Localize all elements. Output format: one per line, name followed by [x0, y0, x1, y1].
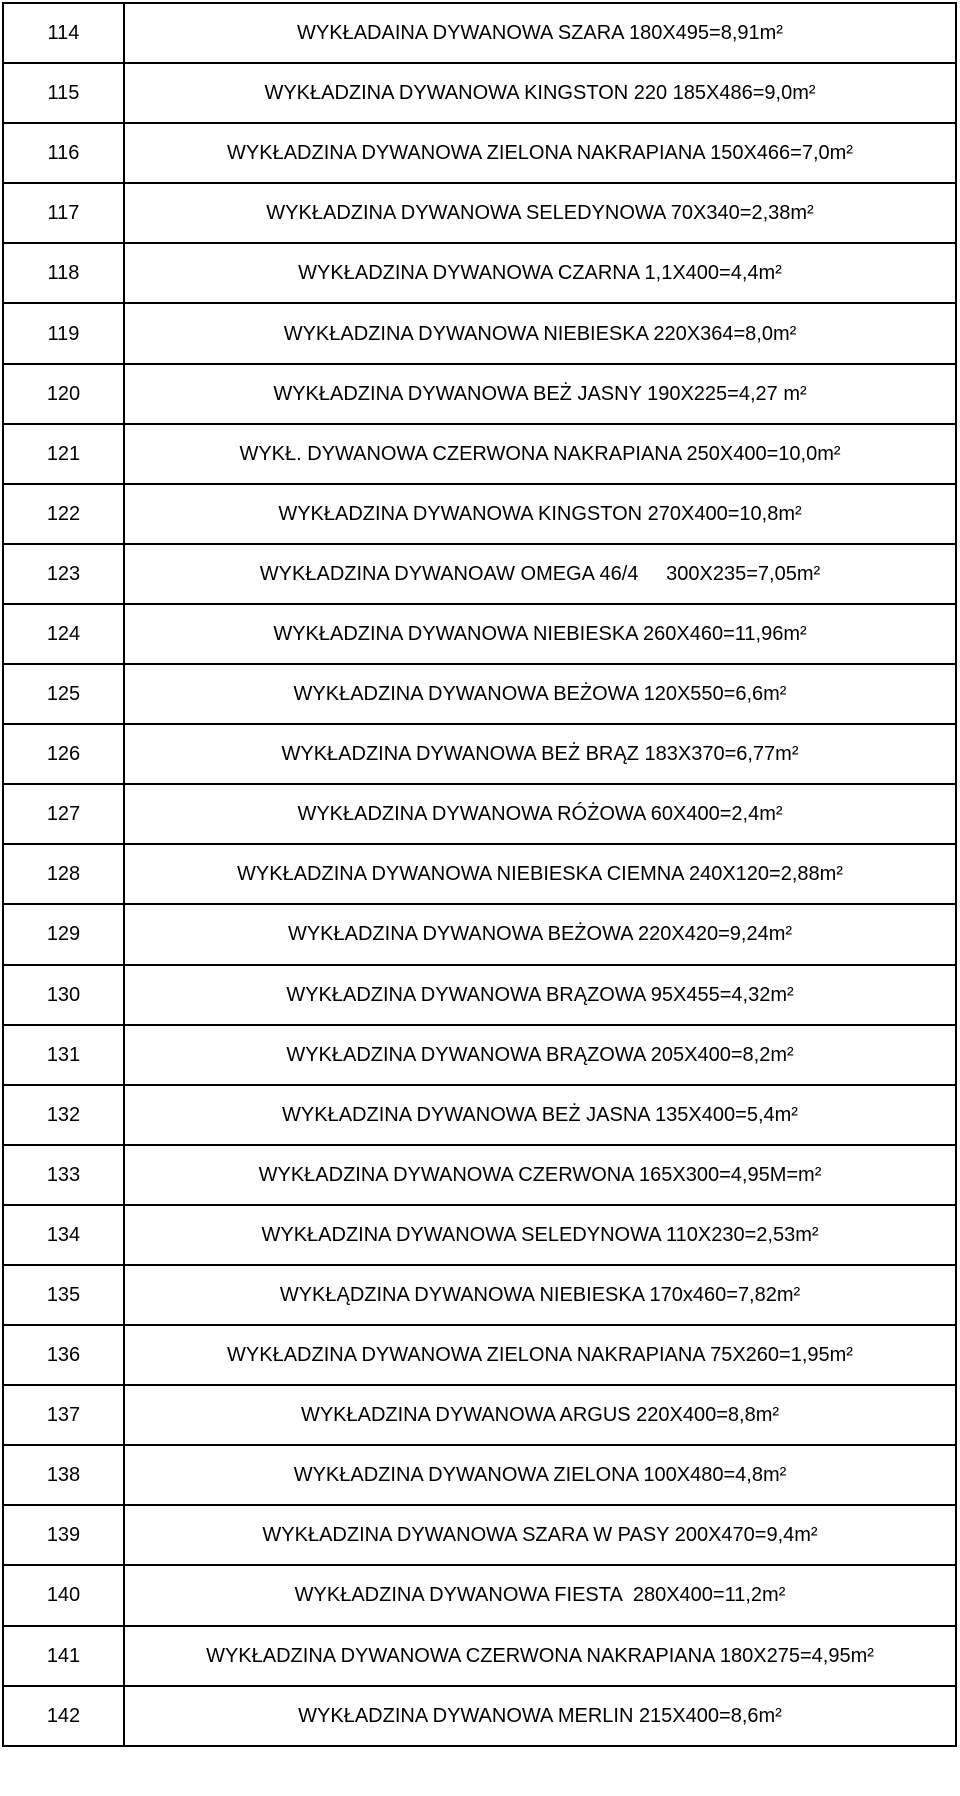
table-row	[3, 1085, 956, 1145]
item-number-cell: 129	[3, 904, 124, 964]
item-number-cell: 132	[3, 1085, 124, 1145]
table-row	[3, 844, 956, 904]
item-number-cell: 126	[3, 724, 124, 784]
item-number-cell: 141	[3, 1626, 124, 1686]
table-row	[3, 1325, 956, 1385]
item-description-cell: WYKŁADZINA DYWANOWA NIEBIESKA CIEMNA 240X120=2,88m²	[124, 844, 956, 904]
item-number-cell: 123	[3, 544, 124, 604]
item-number-cell: 128	[3, 844, 124, 904]
item-description-cell: WYKŁADZINA DYWANOWA RÓŻOWA 60X400=2,4m²	[124, 784, 956, 844]
table-row	[3, 604, 956, 664]
item-number-cell: 124	[3, 604, 124, 664]
item-number-cell: 133	[3, 1145, 124, 1205]
table-row	[3, 1145, 956, 1205]
item-number-cell: 114	[3, 3, 124, 63]
item-description-cell: WYKŁADZINA DYWANOWA ZIELONA NAKRAPIANA 150X466=7,0m²	[124, 123, 956, 183]
table-row	[3, 1205, 956, 1265]
item-description-cell: WYKŁADZINA DYWANOWA CZERWONA 165X300=4,95M=m²	[124, 1145, 956, 1205]
item-description-cell: WYKŁĄDZINA DYWANOWA NIEBIESKA 170x460=7,82m²	[124, 1265, 956, 1325]
item-number-cell: 122	[3, 484, 124, 544]
table-row	[3, 1265, 956, 1325]
inventory-table	[2, 2, 957, 1747]
table-row	[3, 784, 956, 844]
table-row	[3, 1686, 956, 1746]
item-number-cell: 134	[3, 1205, 124, 1265]
item-description-cell: WYKŁADAINA DYWANOWA SZARA 180X495=8,91m²	[124, 3, 956, 63]
table-row	[3, 123, 956, 183]
item-description-cell: WYKŁADZINA DYWANOWA ARGUS 220X400=8,8m²	[124, 1385, 956, 1445]
table-row	[3, 3, 956, 63]
item-number-cell: 139	[3, 1505, 124, 1565]
item-number-cell: 135	[3, 1265, 124, 1325]
item-number-cell: 115	[3, 63, 124, 123]
table-row	[3, 243, 956, 303]
item-number-cell: 121	[3, 424, 124, 484]
table-row	[3, 1445, 956, 1505]
table-row	[3, 1626, 956, 1686]
item-number-cell: 120	[3, 364, 124, 424]
table-row	[3, 1505, 956, 1565]
item-description-cell: WYKŁADZINA DYWANOWA ZIELONA 100X480=4,8m²	[124, 1445, 956, 1505]
table-row	[3, 63, 956, 123]
item-description-cell: WYKŁADZINA DYWANOWA CZARNA 1,1X400=4,4m²	[124, 243, 956, 303]
item-description-cell: WYKŁADZINA DYWANOWA FIESTA 280X400=11,2m²	[124, 1565, 956, 1625]
item-description-cell: WYKŁADZINA DYWANOWA CZERWONA NAKRAPIANA 180X275=4,95m²	[124, 1626, 956, 1686]
table-row	[3, 544, 956, 604]
item-description-cell: WYKŁADZINA DYWANOWA BRĄZOWA 95X455=4,32m²	[124, 965, 956, 1025]
item-number-cell: 125	[3, 664, 124, 724]
table-row	[3, 965, 956, 1025]
item-number-cell: 137	[3, 1385, 124, 1445]
table-row	[3, 484, 956, 544]
item-description-cell: WYKŁADZINA DYWANOWA BEŻOWA 220X420=9,24m²	[124, 904, 956, 964]
item-number-cell: 118	[3, 243, 124, 303]
item-description-cell: WYKŁADZINA DYWANOWA KINGSTON 270X400=10,8m²	[124, 484, 956, 544]
table-row	[3, 1025, 956, 1085]
item-description-cell: WYKŁ. DYWANOWA CZERWONA NAKRAPIANA 250X400=10,0m²	[124, 424, 956, 484]
item-number-cell: 119	[3, 303, 124, 363]
item-number-cell: 136	[3, 1325, 124, 1385]
item-number-cell: 127	[3, 784, 124, 844]
table-row	[3, 303, 956, 363]
item-description-cell: WYKŁADZINA DYWANOWA NIEBIESKA 220X364=8,0m²	[124, 303, 956, 363]
item-number-cell: 117	[3, 183, 124, 243]
item-description-cell: WYKŁADZINA DYWANOWA SELEDYNOWA 110X230=2,53m²	[124, 1205, 956, 1265]
document-page	[2, 2, 957, 1747]
table-row	[3, 664, 956, 724]
item-number-cell: 142	[3, 1686, 124, 1746]
item-description-cell: WYKŁADZINA DYWANOWA BEŻ JASNA 135X400=5,4m²	[124, 1085, 956, 1145]
item-description-cell: WYKŁADZINA DYWANOWA ZIELONA NAKRAPIANA 75X260=1,95m²	[124, 1325, 956, 1385]
table-row	[3, 424, 956, 484]
item-description-cell: WYKŁADZINA DYWANOWA SZARA W PASY 200X470=9,4m²	[124, 1505, 956, 1565]
item-number-cell: 130	[3, 965, 124, 1025]
item-description-cell: WYKŁADZINA DYWANOAW OMEGA 46/4 300X235=7,05m²	[124, 544, 956, 604]
item-description-cell: WYKŁADZINA DYWANOWA BRĄZOWA 205X400=8,2m²	[124, 1025, 956, 1085]
table-row	[3, 1385, 956, 1445]
table-row	[3, 904, 956, 964]
table-row	[3, 364, 956, 424]
table-row	[3, 724, 956, 784]
item-description-cell: WYKŁADZINA DYWANOWA BEŻOWA 120X550=6,6m²	[124, 664, 956, 724]
item-description-cell: WYKŁADZINA DYWANOWA BEŻ JASNY 190X225=4,27 m²	[124, 364, 956, 424]
table-row	[3, 183, 956, 243]
item-description-cell: WYKŁADZINA DYWANOWA SELEDYNOWA 70X340=2,38m²	[124, 183, 956, 243]
item-number-cell: 116	[3, 123, 124, 183]
item-description-cell: WYKŁADZINA DYWANOWA KINGSTON 220 185X486=9,0m²	[124, 63, 956, 123]
item-description-cell: WYKŁADZINA DYWANOWA NIEBIESKA 260X460=11,96m²	[124, 604, 956, 664]
item-number-cell: 138	[3, 1445, 124, 1505]
item-number-cell: 140	[3, 1565, 124, 1625]
item-description-cell: WYKŁADZINA DYWANOWA BEŻ BRĄZ 183X370=6,77m²	[124, 724, 956, 784]
inventory-table-body	[3, 3, 956, 1746]
item-number-cell: 131	[3, 1025, 124, 1085]
item-description-cell: WYKŁADZINA DYWANOWA MERLIN 215X400=8,6m²	[124, 1686, 956, 1746]
table-row	[3, 1565, 956, 1625]
